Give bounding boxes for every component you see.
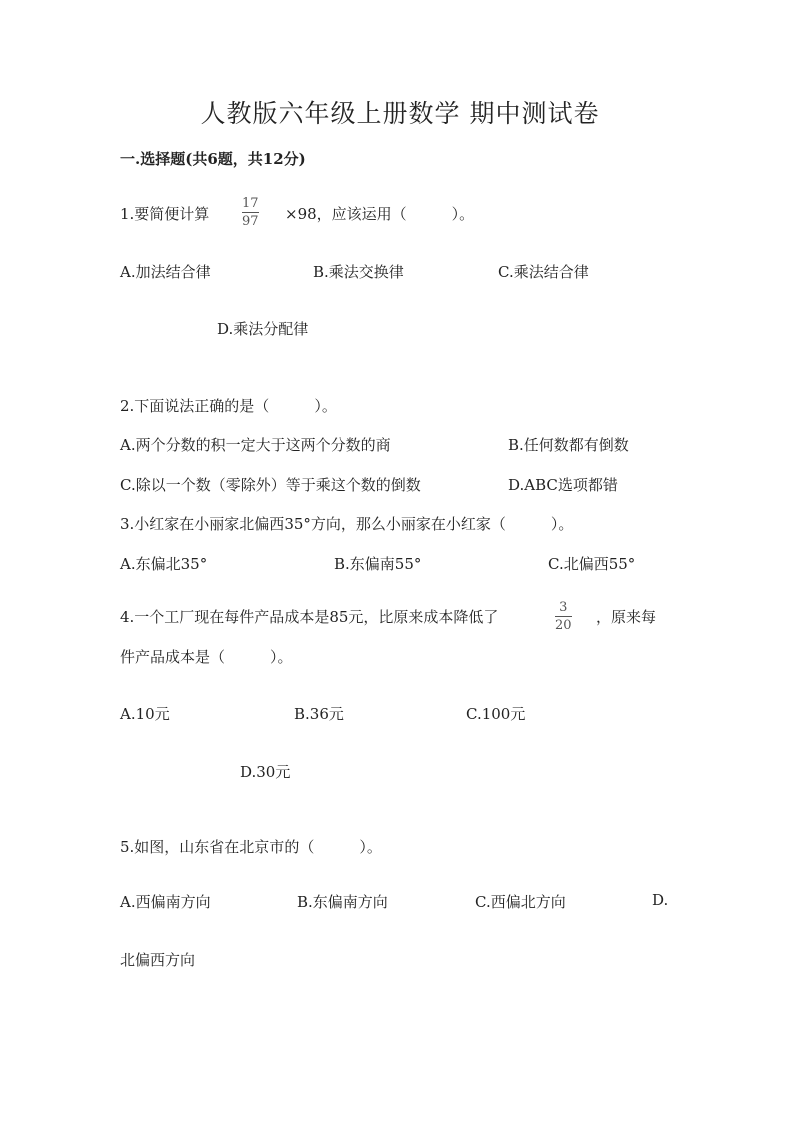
section-heading: 一.选择题(共6题，共12分): [120, 150, 306, 168]
q2-option-a[interactable]: A.两个分数的积一定大于这两个分数的商: [120, 436, 391, 454]
q3-text: 3.小红家在小丽家北偏西35°方向，那么小丽家在小红家（ ）。: [120, 515, 574, 533]
q1-suffix: ×98，应该运用（ ）。: [285, 205, 475, 223]
q4-option-a[interactable]: A.10元: [120, 705, 170, 723]
q4-fraction: [555, 600, 572, 633]
q2-text: 2.下面说法正确的是（ ）。: [120, 397, 337, 415]
q1-fraction-denominator: 97: [242, 214, 259, 229]
q4-suffix: ，原来每: [596, 608, 657, 626]
q1-option-a[interactable]: A.加法结合律: [120, 263, 211, 281]
q1-option-d[interactable]: D.乘法分配律: [217, 320, 309, 338]
q4-option-c[interactable]: C.100元: [466, 705, 526, 723]
q1-option-b[interactable]: B.乘法交换律: [313, 263, 404, 281]
q3-option-b[interactable]: B.东偏南55°: [334, 555, 422, 573]
q4-fraction-bar: [555, 616, 572, 617]
q4-fraction-denominator: 20: [555, 618, 572, 633]
q1-fraction-numerator: 17: [242, 196, 259, 211]
q4-line2: 件产品成本是（ ）。: [120, 648, 293, 666]
q2-option-c[interactable]: C.除以一个数（零除外）等于乘这个数的倒数: [120, 476, 421, 494]
q3-option-c[interactable]: C.北偏西55°: [548, 555, 636, 573]
q2-option-d[interactable]: D.ABC选项都错: [508, 476, 618, 494]
q4-option-d[interactable]: D.30元: [240, 763, 291, 781]
q1-prefix: 1.要简便计算: [120, 205, 210, 223]
q4-option-b[interactable]: B.36元: [294, 705, 344, 723]
page-title: 人教版六年级上册数学 期中测试卷: [200, 99, 600, 128]
q5-option-d-continued[interactable]: 北偏西方向: [120, 951, 196, 969]
q3-option-a[interactable]: A.东偏北35°: [120, 555, 208, 573]
q5-option-c[interactable]: C.西偏北方向: [475, 893, 566, 911]
q1-fraction: [242, 196, 259, 229]
q5-option-d[interactable]: D.: [652, 891, 669, 909]
q1-option-c[interactable]: C.乘法结合律: [498, 263, 589, 281]
q5-option-b[interactable]: B.东偏南方向: [297, 893, 388, 911]
q4-prefix: 4.一个工厂现在每件产品成本是85元，比原来成本降低了: [120, 608, 499, 626]
q5-option-a[interactable]: A.西偏南方向: [120, 893, 211, 911]
q4-fraction-numerator: 3: [559, 600, 568, 615]
q1-fraction-bar: [242, 212, 259, 213]
q5-text: 5.如图，山东省在北京市的（ ）。: [120, 838, 382, 856]
q2-option-b[interactable]: B.任何数都有倒数: [508, 436, 629, 454]
